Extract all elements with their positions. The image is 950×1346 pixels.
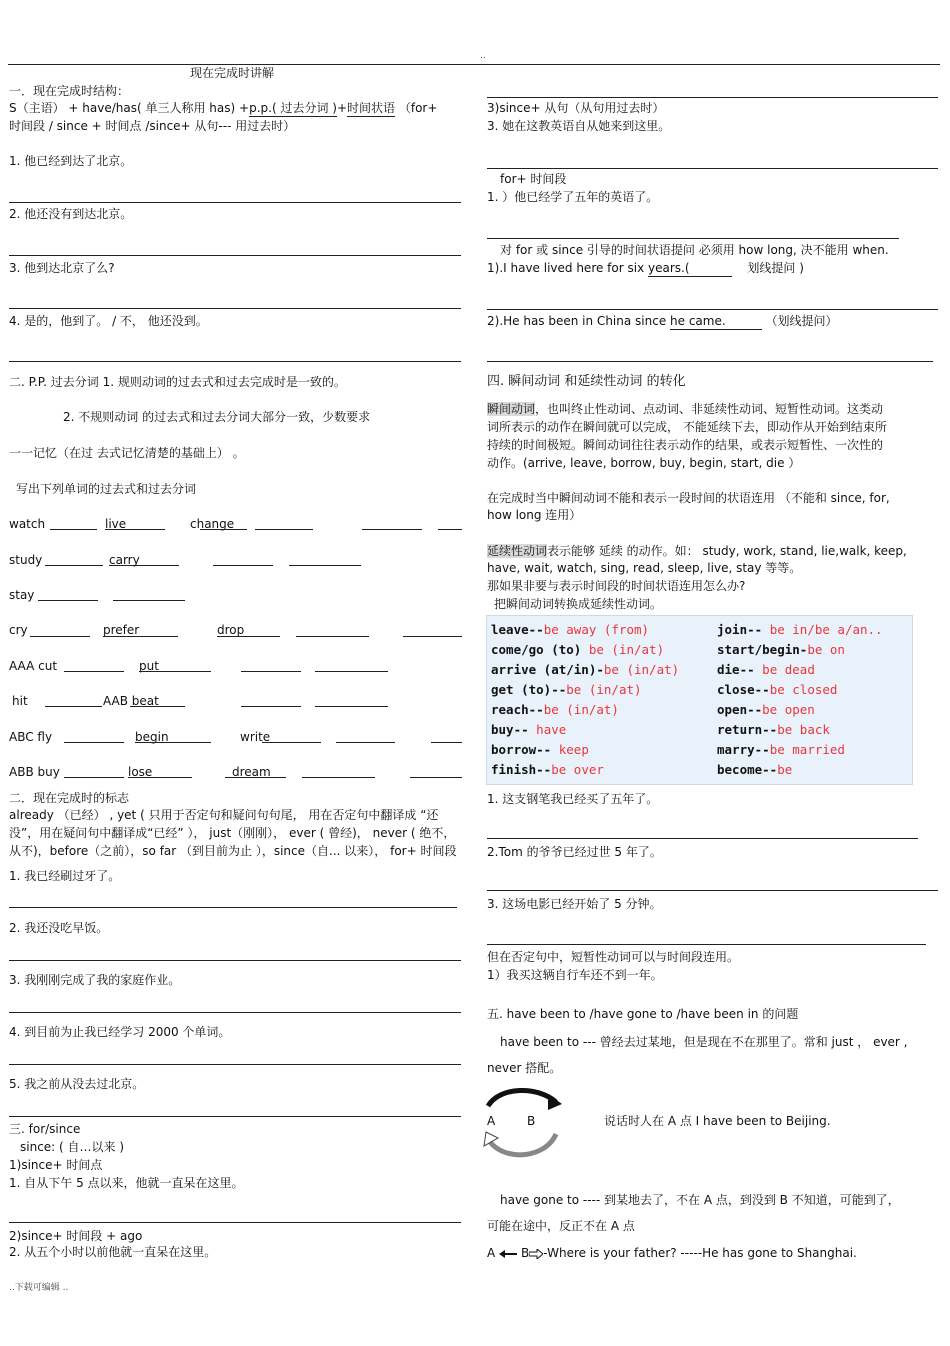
structure-time: 时间状语 [347,101,396,115]
for-question: 1. ）他已经学了五年的英语了。 [487,190,659,204]
blank[interactable] [241,671,301,672]
ask-1-text: 1).I have lived here for six [487,261,645,275]
blank[interactable] [410,777,462,778]
section-2-item-2b: 一一记忆（在过 去式记忆清楚的基础上） 。 [9,446,245,460]
conv-row: borrow-- keep [491,742,589,757]
conv-row: join-- be in/be a/an.. [717,622,883,637]
section-2-instruction: 写出下列单词的过去式和过去分词 [16,482,197,496]
blank[interactable] [30,636,90,637]
answer-line[interactable] [9,361,461,362]
structure-for: （for+ [398,101,438,115]
conversion-question-3: 3. 这场电影已经开始了 5 分钟。 [487,897,662,911]
question-3: 3. 他到达北京了么? [9,261,115,275]
ask-2-note: （划线提问） [765,314,838,328]
answer-line[interactable] [9,308,461,309]
instant-verb-text-a: ，也叫终止性动词、点动词、非延续性动词、短暂性动词。这类动 [535,402,884,416]
blank[interactable] [64,671,124,672]
blank[interactable] [139,671,211,672]
durative-verb-p3c: 那如果非要与表示时间段的时间状语连用怎么办? [487,579,746,593]
blank[interactable] [64,777,124,778]
section-2-item-2: 2. 不规则动词 的过去式和过去分词大部分一致，少数要求 [63,410,371,424]
instant-verb-p1d: 动作。(arrive, leave, borrow, buy, begin, start, die ） [487,456,801,470]
answer-line[interactable] [9,1064,461,1065]
blank[interactable] [217,636,280,637]
answer-line[interactable] [487,890,938,891]
blank[interactable] [362,529,422,530]
blank[interactable] [38,600,98,601]
word-drop: drop [217,623,245,637]
exercise-3: 3. 我刚刚完成了我的家庭作业。 [9,973,181,987]
answer-line[interactable] [487,309,938,310]
ask-rule: 对 for 或 since 引导的时间状语提问 必须用 how long, 决不能用 when. [500,243,889,257]
blank[interactable] [103,636,178,637]
conv-row: open--be open [717,702,815,717]
page-title: 现在完成时讲解 [190,66,275,80]
answer-line[interactable] [9,255,461,256]
word-stay: stay [9,588,35,602]
have-been-to-example: 说话时人在 A 点 I have been to Beijing. [604,1114,831,1128]
structure-line-2: 时间段 / since + 时间点 /since+ 从句--- 用过去时） [9,119,296,133]
have-gone-to-dialog: -Where is your father? -----He has gone to Shanghai. [543,1246,857,1260]
ask-1-note: 划线提问 ) [747,261,804,275]
ask-2-underlined: he came. [670,314,726,328]
durative-verb-p3b: have, wait, watch, sing, read, sleep, live, stay 等等。 [487,561,802,575]
blank[interactable] [128,777,192,778]
word-begin: begin [135,730,169,744]
word-fly: ABC fly [9,730,53,744]
point-b-label: B [521,1246,530,1260]
blank[interactable] [315,706,388,707]
exercise-4: 4. 到目前为止我已经学习 2000 个单词。 [9,1025,231,1039]
answer-line[interactable] [9,1222,461,1223]
structure-pp: p.p.( 过去分词 ) [249,101,337,115]
blank[interactable] [213,565,273,566]
answer-line[interactable] [9,1116,461,1117]
structure-line-1 [9,100,437,117]
ask-2-blank[interactable] [726,313,762,330]
answer-line[interactable] [487,361,933,362]
blank[interactable] [130,706,185,707]
instant-verb-p1 [487,401,883,417]
blank[interactable] [315,671,388,672]
conv-row: start/begin-be on [717,642,845,657]
conv-row: get (to)--be (in/at) [491,682,642,697]
blank[interactable] [113,600,185,601]
blank[interactable] [296,636,369,637]
section-5-title-a: 四. 瞬间动词 [487,374,561,389]
blank[interactable] [64,742,124,743]
section-6-title: 五. have been to /have gone to /have been in 的问题 [487,1007,799,1021]
question-1: 1. 他已经到达了北京。 [9,154,133,168]
conv-row: buy-- have [491,722,567,737]
conversion-question-2: 2.Tom 的爷爷已经过世 5 年了。 [487,845,662,859]
have-gone-to-rule: have gone to ---- 到某地去了，不在 A 点，到没到 B 不知道，可能到了， [500,1193,900,1207]
conv-row: return--be back [717,722,830,737]
ask-question-1 [487,260,804,277]
word-cut: AAA cut [9,659,58,673]
instant-verb-p2b: how long 连用） [487,508,582,522]
ask-1-blank[interactable] [690,260,732,277]
durative-verb-text-a: 表示能够 延续 的动作。如： study, work, stand, lie,walk, keep, [547,544,907,558]
point-b-label: B [527,1114,536,1128]
header-rule [8,64,940,65]
answer-line[interactable] [9,1012,461,1013]
section-5-title-b: 和延续性动词 [564,374,643,389]
have-been-to-rule-b: never 搭配。 [487,1061,562,1075]
point-a-label: A [487,1246,496,1260]
blank[interactable] [200,529,247,530]
header-dots: .. [480,51,486,61]
instant-verb-highlight: 瞬间动词 [487,402,536,416]
conv-row: die-- be dead [717,662,815,677]
exercise-5: 5. 我之前从没去过北京。 [9,1077,145,1091]
blank[interactable] [135,742,211,743]
blank[interactable] [336,742,395,743]
conv-row: marry--be married [717,742,845,757]
word-carry: carry [109,553,140,567]
since-rule-3: 3)since+ 从句（从句用过去时） [487,101,665,115]
answer-line[interactable] [9,960,461,961]
exercise-2: 2. 我还没吃早饭。 [9,921,109,935]
answer-line[interactable] [487,838,918,839]
blank[interactable] [302,777,375,778]
have-gone-to-example [487,1245,857,1261]
since-rule-2: 2)since+ 时间段 + ago [9,1229,143,1243]
section-2-title: 二. P.P. 过去分词 1. 规则动词的过去式和过去完成时是一致的。 [9,375,346,389]
answer-line[interactable] [487,168,938,169]
word-put: put [139,659,159,673]
instant-verb-p2a: 在完成时当中瞬间动词不能和表示一段时间的状语连用 （不能和 since, for, [487,491,890,505]
section-3-line-1: already （已经） , yet ( 只用于否定句和疑问句句尾， 用在否定句中翻译成 “还 [9,808,439,822]
point-a-label: A [487,1114,496,1128]
blank[interactable] [262,742,321,743]
since-definition: since: ( 自…以来 ) [20,1140,125,1154]
blank[interactable] [403,636,462,637]
blank[interactable] [50,529,97,530]
word-cry: cry [9,623,28,637]
ask-2-text: 2).He has been in China since [487,314,667,328]
blank[interactable] [289,565,361,566]
negative-question-1: 1）我买这辆自行车还不到一年。 [487,968,663,982]
blank[interactable] [45,706,102,707]
have-been-to-rule: have been to --- 曾经去过某地，但是现在不在那里了。常和 just ， ever , [500,1035,908,1049]
structure-text: S（主语） + have/has( 单三人称用 has) + [9,101,250,115]
section-3-title: 二．现在完成时的标志 [9,791,130,805]
instant-verb-p1c: 持续的时间极短。瞬间动词往往表示动作的结果，或表示短暂性、一次性的 [487,438,884,452]
answer-line[interactable] [487,97,938,98]
conv-row: leave--be away (from) [491,622,650,637]
conv-row: finish--be over [491,762,604,777]
section-4-title: 三. for/since [9,1122,81,1136]
section-3-line-3: 从不)，before（之前），so far （到目前为止 ），since（自... 以来）， for+ 时间段 [9,844,457,858]
ask-question-2 [487,313,838,330]
blank[interactable] [438,529,462,530]
since-rule-1: 1)since+ 时间点 [9,1158,103,1172]
word-watch: watch [9,517,46,531]
word-prefer: prefer [103,623,140,637]
ask-1-underlined: years.( [648,261,690,275]
since-question-2: 2. 从五个小时以前他就一直呆在这里。 [9,1245,217,1259]
durative-verb-highlight: 延续性动词 [487,544,548,558]
answer-line[interactable] [9,907,457,908]
one-way-arrow-icon [499,1249,521,1259]
question-2: 2. 他还没有到达北京。 [9,207,133,221]
word-live: live [105,517,127,531]
verb-conversion-table [486,615,913,785]
conv-row: come/go (to) be (in/at) [491,642,665,657]
section-5-title-c: 的转化 [646,374,686,389]
durative-verb-p3d: 把瞬间动词转换成延续性动词。 [494,597,663,611]
footer-note: ..下载可编辑 .. [9,1283,69,1293]
have-gone-to-rule-b: 可能在途中，反正不在 A 点 [487,1219,635,1233]
conv-row: close--be closed [717,682,838,697]
conv-row: arrive (at/in)-be (in/at) [491,662,680,677]
word-write: write [240,730,271,744]
since-question-3: 3. 她在这教英语自从她来到这里。 [487,119,671,133]
durative-verb-p3 [487,543,907,559]
word-study: study [9,553,43,567]
conversion-question-1: 1. 这支钢笔我已经买了五年了。 [487,792,659,806]
answer-line[interactable] [487,944,926,945]
section-3-line-2: 没”，用在疑问句中翻译成“已经” ）， just（刚刚）， ever ( 曾经)， never ( 绝不， [9,826,456,840]
blank[interactable] [431,742,462,743]
word-hit: hit [12,694,28,708]
section-1-title: 一．现在完成时结构： [9,84,130,98]
word-change: change [190,517,235,531]
answer-line[interactable] [487,238,899,239]
word-beat: AAB beat [103,694,159,708]
structure-plus: + [336,101,347,115]
question-4: 4. 是的，他到了。 / 不， 他还没到。 [9,314,208,328]
word-buy: ABB buy [9,765,60,779]
instant-verb-p1b: 词所表示的动作在瞬间就可以完成， 不能延续下去，即动作从开始到结束所 [487,420,887,434]
conv-row: become--be [717,762,793,777]
since-question-1: 1. 自从下午 5 点以来，他就一直呆在这里。 [9,1176,244,1190]
exercise-1: 1. 我已经刷过牙了。 [9,869,121,883]
blank[interactable] [109,565,179,566]
word-dream: dream [232,765,271,779]
section-5-title [487,374,686,390]
blank[interactable] [105,529,165,530]
blank[interactable] [225,777,286,778]
blank[interactable] [45,565,103,566]
blank[interactable] [241,706,301,707]
conv-row: reach--be (in/at) [491,702,619,717]
word-lose: lose [128,765,153,779]
negative-note: 但在否定句中，短暂性动词可以与时间段连用。 [487,950,740,964]
for-title: for+ 时间段 [500,172,567,186]
blank[interactable] [255,529,313,530]
outline-arrow-icon [529,1249,543,1259]
answer-line[interactable] [9,202,461,203]
